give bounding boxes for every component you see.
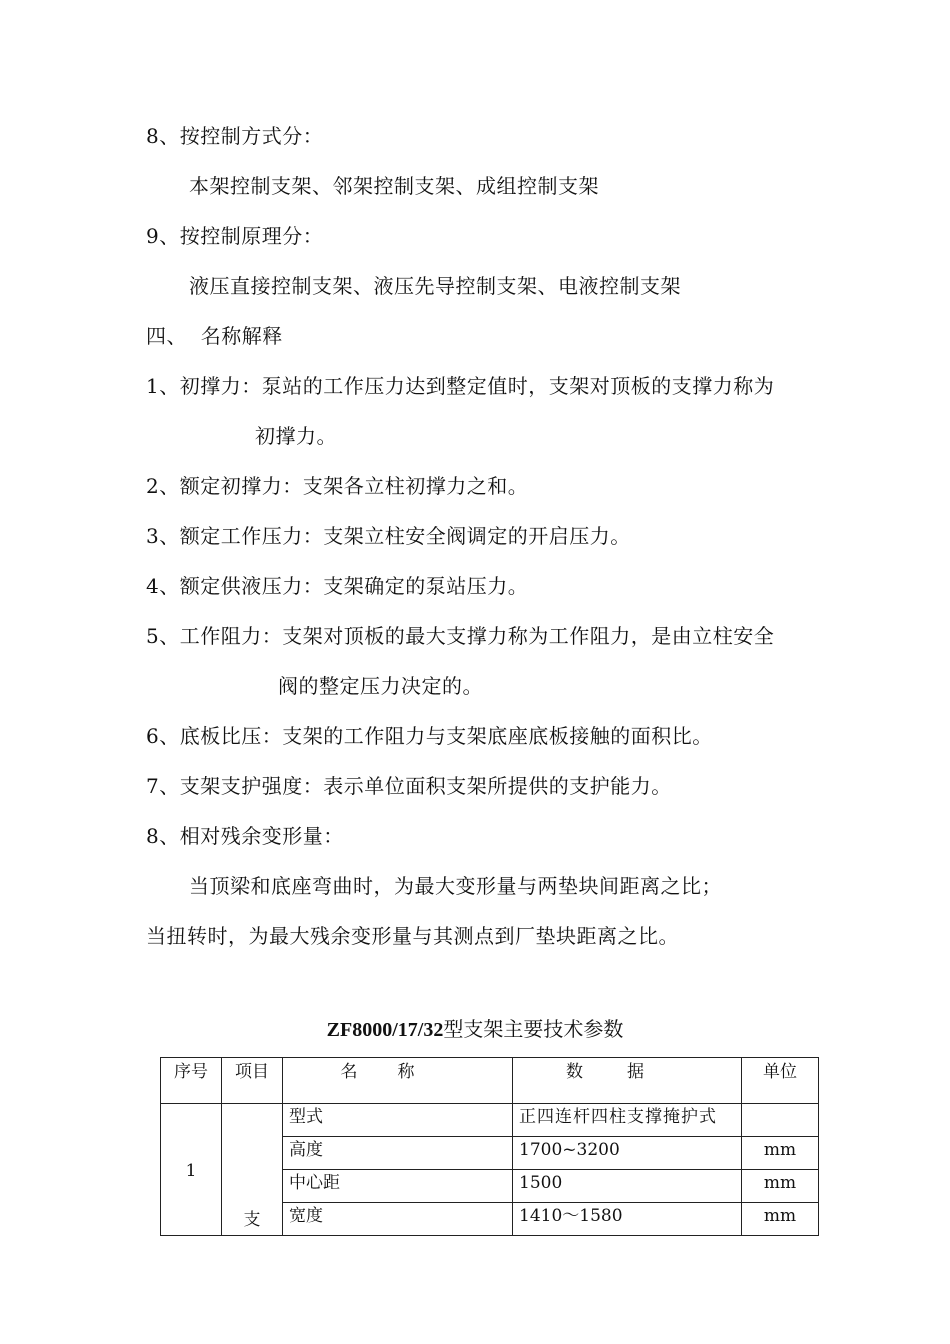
text-line: 6、底板比压：支架的工作阻力与支架底座底板接触的面积比。 <box>146 724 713 748</box>
row-name: 型式 <box>283 1104 513 1137</box>
header-unit: 单位 <box>742 1058 819 1104</box>
row-value: 1700~3200 <box>513 1137 742 1170</box>
parameters-table <box>160 1057 819 1236</box>
text-line: 当顶梁和底座弯曲时，为最大变形量与两垫块间距离之比； <box>189 874 722 898</box>
row-name: 高度 <box>283 1137 513 1170</box>
table-title <box>0 1016 950 1043</box>
row-unit: mm <box>742 1203 819 1236</box>
row-unit: mm <box>742 1137 819 1170</box>
text-line: 7、支架支护强度：表示单位面积支架所提供的支护能力。 <box>146 774 672 798</box>
text-line: 本架控制支架、邻架控制支架、成组控制支架 <box>189 174 599 198</box>
table-row <box>161 1104 819 1137</box>
row-name: 宽度 <box>283 1203 513 1236</box>
header-value: 数据 <box>513 1058 742 1104</box>
row-index: 1 <box>161 1104 222 1236</box>
row-value: 1500 <box>513 1170 742 1203</box>
section-heading: 四、 名称解释 <box>146 324 283 348</box>
header-index: 序号 <box>161 1058 222 1104</box>
table-title-text: 型支架主要技术参数 <box>443 1017 624 1041</box>
text-line: 阀的整定压力决定的。 <box>278 674 483 698</box>
row-unit: mm <box>742 1170 819 1203</box>
text-line: 8、相对残余变形量： <box>146 824 344 848</box>
row-item: 支 <box>222 1104 283 1236</box>
text-line: 2、额定初撑力：支架各立柱初撑力之和。 <box>146 474 529 498</box>
row-name: 中心距 <box>283 1170 513 1203</box>
table-title-code: ZF8000/17/32 <box>326 1019 444 1041</box>
text-line: 8、按控制方式分： <box>146 124 324 148</box>
row-unit <box>742 1104 819 1137</box>
text-line: 3、额定工作压力：支架立柱安全阀调定的开启压力。 <box>146 524 631 548</box>
header-item: 项目 <box>222 1058 283 1104</box>
row-value: 正四连杆四柱支撑掩护式 <box>513 1104 742 1137</box>
text-line: 当扭转时，为最大残余变形量与其测点到厂垫块距离之比。 <box>146 924 679 948</box>
table-header-row <box>161 1058 819 1104</box>
text-line: 液压直接控制支架、液压先导控制支架、电液控制支架 <box>189 274 681 298</box>
text-line: 9、按控制原理分： <box>146 224 324 248</box>
text-line: 1、初撑力：泵站的工作压力达到整定值时，支架对顶板的支撑力称为 <box>146 374 775 398</box>
header-name: 名称 <box>283 1058 513 1104</box>
text-line: 初撑力。 <box>255 424 337 448</box>
row-value: 1410～1580 <box>513 1203 742 1236</box>
text-line: 5、工作阻力：支架对顶板的最大支撑力称为工作阻力，是由立柱安全 <box>146 624 775 648</box>
text-line: 4、额定供液压力：支架确定的泵站压力。 <box>146 574 529 598</box>
